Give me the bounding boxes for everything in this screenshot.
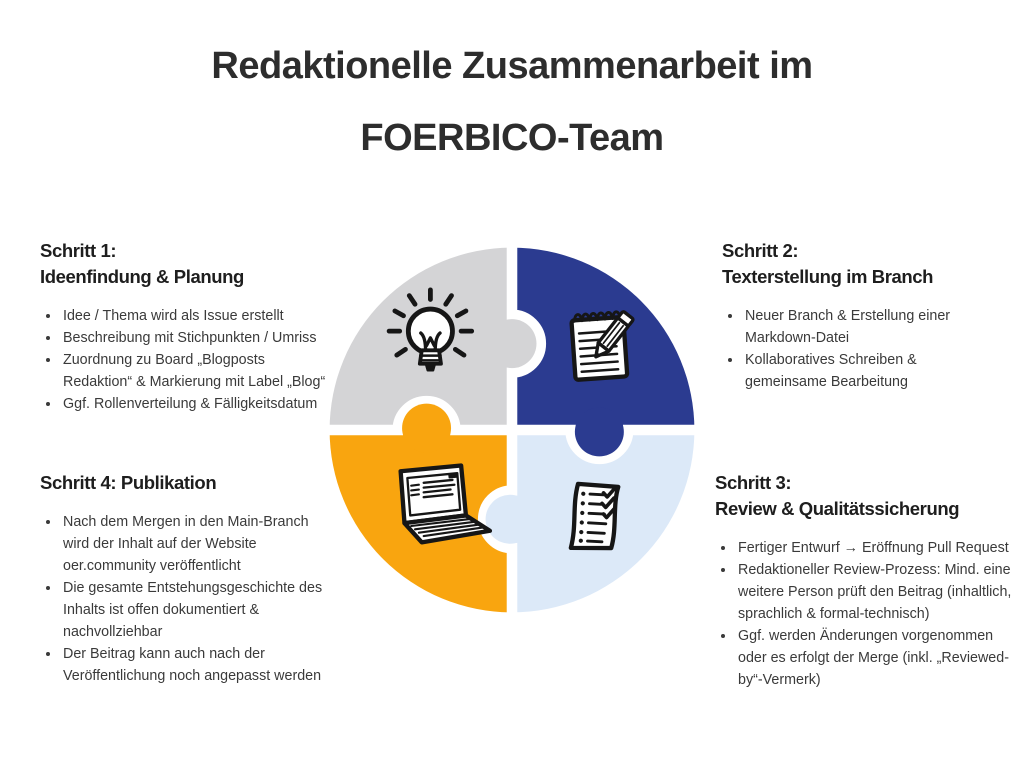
step-4-section bbox=[40, 470, 336, 687]
step-1-list bbox=[40, 305, 336, 415]
list-item: • Die gesamte Entstehungsgeschichte des Inhalts ist offen dokumentiert & nachvollziehbar bbox=[61, 577, 336, 643]
list-item: • Nach dem Mergen in den Main-Branch wird der Inhalt auf der Website oer.community veröffentlicht bbox=[61, 511, 336, 577]
list-item: • Idee / Thema wird als Issue erstellt bbox=[61, 305, 336, 327]
step-2-heading-line-2: Texterstellung im Branch bbox=[722, 266, 934, 287]
list-item: • Zuordnung zu Board „Blogposts Redaktion“ & Markierung mit Label „Blog“ bbox=[61, 349, 336, 393]
step-4-heading-line-1: Schritt 4: Publikation bbox=[40, 472, 217, 493]
step-3-section bbox=[715, 470, 1021, 691]
list-item: • Ggf. werden Änderungen vorgenommen oder es erfolgt der Merge (inkl. „Reviewed-by“-Vermerk) bbox=[736, 625, 1021, 691]
step-1-heading-line-2: Ideenfindung & Planung bbox=[40, 266, 244, 287]
puzzle-svg bbox=[320, 238, 704, 622]
title-line-1: Redaktionelle Zusammenarbeit im bbox=[211, 45, 813, 87]
list-item: • Neuer Branch & Erstellung einer Markdown-Datei bbox=[743, 305, 982, 349]
step-1-heading-line-1: Schritt 1: bbox=[40, 240, 117, 261]
step-3-heading-line-2: Review & Qualitätssicherung bbox=[715, 498, 960, 519]
list-item: • Der Beitrag kann auch nach der Veröffentlichung noch angepasst werden bbox=[61, 643, 336, 687]
knob-idea-piece bbox=[488, 319, 537, 368]
page-title bbox=[0, 30, 1024, 174]
knob-review-piece bbox=[486, 495, 535, 544]
step-4-list bbox=[40, 511, 336, 687]
list-item: • Beschreibung mit Stichpunkten / Umriss bbox=[61, 327, 336, 349]
title-line-2: FOERBICO-Team bbox=[360, 117, 664, 159]
knob-publication-piece bbox=[402, 404, 451, 453]
list-item: • Kollaboratives Schreiben & gemeinsame Bearbeitung bbox=[743, 349, 982, 393]
list-item: • Ggf. Rollenverteilung & Fälligkeitsdatum bbox=[61, 393, 336, 415]
step-3-heading bbox=[715, 470, 1021, 522]
step-1-heading bbox=[40, 238, 336, 290]
checklist-icon bbox=[571, 484, 618, 551]
step-4-heading bbox=[40, 470, 336, 496]
step-2-heading bbox=[722, 238, 982, 290]
step-3-list bbox=[715, 537, 1021, 691]
step-3-heading-line-1: Schritt 3: bbox=[715, 472, 792, 493]
list-item: • Fertiger Entwurf → Eröffnung Pull Request bbox=[736, 537, 1021, 559]
step-1-section bbox=[40, 238, 336, 415]
list-item: • Redaktioneller Review-Prozess: Mind. eine weitere Person prüft den Beitrag (inhaltlich, sprachlich & formal-technisch) bbox=[736, 559, 1021, 625]
notepad-pencil-icon bbox=[571, 311, 634, 380]
knob-writing-piece bbox=[575, 407, 624, 456]
puzzle-diagram bbox=[320, 238, 704, 622]
step-2-list bbox=[722, 305, 982, 393]
step-2-section bbox=[722, 238, 982, 393]
step-2-heading-line-1: Schritt 2: bbox=[722, 240, 799, 261]
